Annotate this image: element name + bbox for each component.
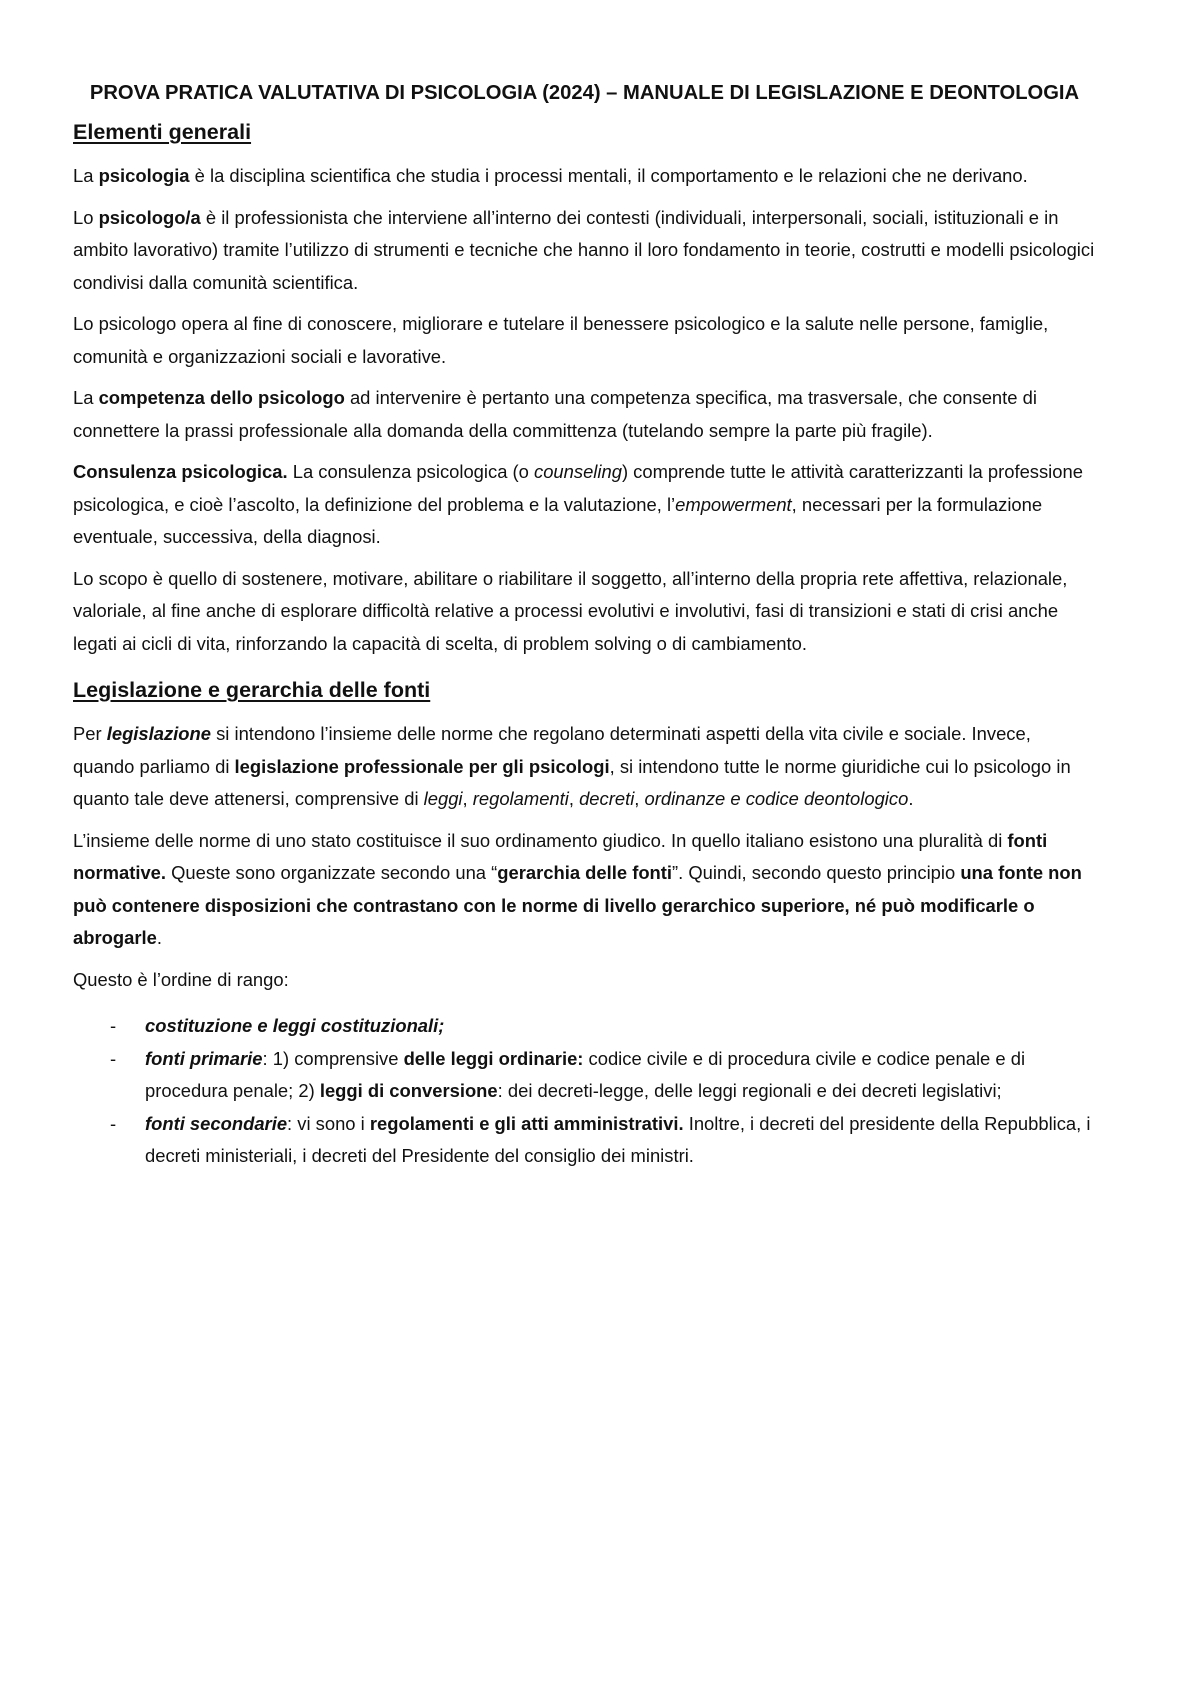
paragraph-competenza: La competenza dello psicologo ad intervenire è pertanto una competenza specifica, ma trasversale, che consente di connettere la prassi professionale alla domanda della committenza (tutelando sempre la parte più fragile). (73, 387, 1037, 441)
section-heading-elementi-generali: Elementi generali (73, 120, 252, 144)
document-title: PROVA PRATICA VALUTATIVA DI PSICOLOGIA (2024) – MANUALE DI LEGISLAZIONE E DEONTOLOGIA (89, 82, 1080, 104)
list-dash: - (110, 1047, 117, 1069)
list-item: - costituzione e leggi costituzionali; (73, 1010, 1096, 1043)
paragraph-benessere: Lo psicologo opera al fine di conoscere, migliorare e tutelare il benessere psicologico e la salute nelle persone, famiglie, comunità e organizzazioni sociali e lavorative. (73, 313, 1049, 367)
list-item: - fonti secondarie: vi sono i regolamenti e gli atti amministrativi. Inoltre, i decreti del presidente della Repubblica, i decreti ministeriali, i decreti del Presidente del consiglio dei ministri. (73, 1108, 1096, 1173)
paragraph-ordinamento: L’insieme delle norme di uno stato costituisce il suo ordinamento giudico. In quello italiano esistono una pluralità di fonti normative. Queste sono organizzate secondo una “gerarchia delle fonti”. Quindi, secondo questo principio una fonte non può contenere disposizioni che contrastano con le norme di livello gerarchico superiore, né può modificarle o abrogarle. (73, 829, 1082, 948)
paragraph-psicologia: La psicologia è la disciplina scientifica che studia i processi mentali, il comportamento e le relazioni che ne derivano. (73, 165, 1028, 186)
section-heading-legislazione: Legislazione e gerarchia delle fonti (73, 678, 431, 702)
paragraph-legislazione: Per legislazione si intendono l’insieme delle norme che regolano determinati aspetti della vita civile e sociale. Invece, quando parliamo di legislazione professionale per gli psicologi, si intendono tutte le norme giuridiche cui lo psicologo in quanto tale deve attenersi, comprensive di leggi, regolamenti, decreti, ordinanze e codice deontologico. (73, 723, 1071, 809)
paragraph-scopo: Lo scopo è quello di sostenere, motivare, abilitare o riabilitare il soggetto, all’interno della propria rete affettiva, relazionale, valoriale, al fine anche di esplorare difficoltà relative a processi evolutivi e involutivi, fasi di transizioni e stati di crisi anche legati ai cicli di vita, rinforzando la capacità di scelta, di problem solving o di cambiamento. (73, 567, 1068, 654)
paragraph-ordine-rango: Questo è l’ordine di rango: (73, 968, 289, 990)
rank-list (73, 1010, 1096, 1173)
list-item: - fonti primarie: 1) comprensive delle leggi ordinarie: codice civile e di procedura civile e codice penale e di procedura penale; 2) leggi di conversione: dei decreti-legge, delle leggi regionali e dei decreti legislativi; (73, 1043, 1096, 1108)
list-dash: - (110, 1015, 117, 1036)
paragraph-psicologo: Lo psicologo/a è il professionista che interviene all’interno dei contesti (individuali, interpersonali, sociali, istituzionali e in ambito lavorativo) tramite l’utilizzo di strumenti e tecniche che hanno il loro fondamento in teorie, costrutti e modelli psicologici condivisi dalla comunità scientifica. (73, 206, 1095, 293)
list-dash: - (110, 1112, 117, 1134)
paragraph-consulenza: Consulenza psicologica. La consulenza psicologica (o counseling) comprende tutte le attività caratterizzanti la professione psicologica, e cioè l’ascolto, la definizione del problema e la valutazione, l’empowerment, necessari per la formulazione eventuale, successiva, della diagnosi. (73, 461, 1083, 547)
